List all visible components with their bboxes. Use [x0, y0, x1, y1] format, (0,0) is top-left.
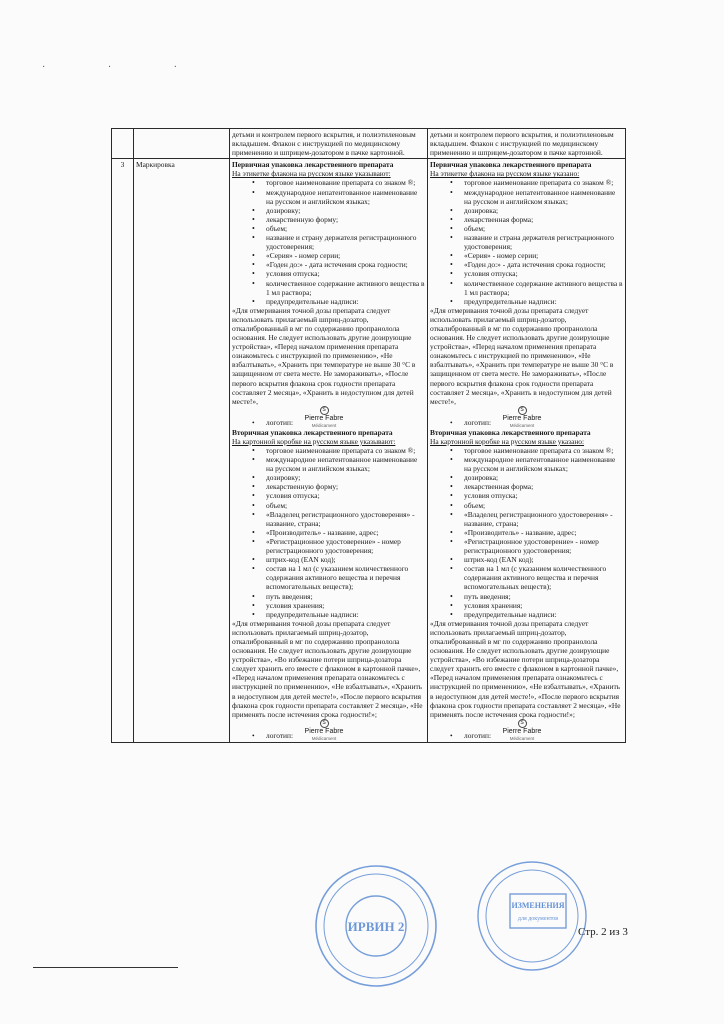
- list-item: • предупредительные надписи:: [266, 610, 425, 619]
- left-logo-row: [232, 406, 425, 428]
- logo-label: • логотип:: [266, 418, 293, 427]
- right-logo-row: [430, 406, 623, 428]
- right-cell: [428, 159, 626, 743]
- list-item: • торговое наименование препарата со знаком ®;: [464, 446, 623, 455]
- left-primary-sub: На этикетке флакона на русском языке указывают:: [232, 169, 391, 179]
- list-item: • торговое наименование препарата со знаком ®;: [266, 446, 425, 455]
- list-item: • «Годен до:» - дата истечения срока годности;: [266, 260, 425, 269]
- right-primary-list: [430, 178, 623, 305]
- list-item: • штрих-код (EAN код);: [464, 555, 623, 564]
- list-item: • условия отпуска;: [464, 269, 623, 278]
- list-item: • условия хранения;: [464, 601, 623, 610]
- left-cell: [230, 159, 428, 743]
- list-item: • условия отпуска;: [266, 491, 425, 500]
- pierre-fabre-logo: S Pierre Fabre Médicament: [304, 719, 344, 741]
- pierre-fabre-logo: S Pierre Fabre Médicament: [502, 719, 542, 741]
- list-item: • предупредительные надписи:: [464, 610, 623, 619]
- continuation-right: детьми и контролем первого вскрытия, и полиэтиленовым вкладышем. Флакон с инструкцией по медицинскому применению и шприцем-дозатором в пачке картонной.: [428, 129, 626, 159]
- list-item: • международное непатентованное наименование на русском и английском языках;: [266, 188, 425, 206]
- left-secondary-list: [232, 446, 425, 619]
- right-secondary-sub: На картонной коробке на русском языке указано:: [430, 436, 585, 446]
- right-secondary-title: Вторичная упаковка лекарственного препарата: [430, 427, 591, 437]
- footer-divider: [33, 967, 178, 968]
- logo-label: • логотип:: [266, 731, 293, 740]
- right-primary-warning: «Для отмеривания точной дозы препарата следует использовать прилагаемый шприц-дозатор, откалиброванный в мг по содержанию пропранолола основания. Не следует использовать другие дозирующие устройства», «Перед началом применения препарата ознакомьтесь с инструкцией по применению», «Не взбалтывать», «Хранить при температуре не выше 30 °С в защищенном от света месте. Не замораживать», «После первого вскрытия флакона срок годности препарата составляет 2 месяца», «Хранить в недоступном для детей месте!»,: [430, 305, 614, 406]
- list-item: • условия отпуска;: [266, 269, 425, 278]
- left-secondary-warning: «Для отмеривания точной дозы препарата следует использовать прилагаемый шприц-дозатор, откалиброванный в мг по содержанию пропранолола основания. Не следует использовать другие дозирующие устройства», «Во избежание потери шприца-дозатора следует хранить его вместе с флаконом в картонной пачке», «Перед началом применения препарата ознакомьтесь с инструкцией по применению», «Не взбалтывать», «Хранить в недоступном для детей месте!», «После первого вскрытия флакона срок годности препарата составляет 2 месяца», «Не применять после истечения срока годности!»;: [232, 618, 423, 719]
- list-item: • объем;: [464, 224, 623, 233]
- marking-row: [112, 159, 626, 743]
- row-number: 3: [112, 159, 134, 743]
- list-item: • «Владелец регистрационного удостоверения» - название, страна;: [266, 510, 425, 528]
- list-item: • объем;: [464, 501, 623, 510]
- list-item: • лекарственная форма;: [464, 482, 623, 491]
- list-item: • дозировка;: [464, 473, 623, 482]
- list-item: • путь введения;: [266, 592, 425, 601]
- list-item: • штрих-код (EAN код);: [266, 555, 425, 564]
- pierre-fabre-logo: S Pierre Fabre Médicament: [304, 406, 344, 428]
- list-item: • название и страну держателя регистрационного удостоверения;: [266, 233, 425, 251]
- right-secondary-warning: «Для отмеривания точной дозы препарата следует использовать прилагаемый шприц-дозатор, откалиброванный в мг по содержанию пропранолола основания. Не следует использовать другие дозирующие устройства», «Во избежание потери шприца-дозатора следует хранить его вместе с флаконом в картонной пачке», «Перед началом применения препарата ознакомьтесь с инструкцией по применению», «Не взбалтывать», «Хранить в недоступном для детей месте!», «После первого вскрытия флакона срок годности препарата составляет 2 месяца», «Не применять после истечения срока годности!»;: [430, 618, 621, 719]
- list-item: • объем;: [266, 501, 425, 510]
- list-item: • предупредительные надписи:: [266, 297, 425, 306]
- right-primary-title: Первичная упаковка лекарственного препарата: [430, 160, 592, 170]
- round-stamp: [312, 862, 440, 990]
- list-item: • предупредительные надписи:: [464, 297, 623, 306]
- list-item: • торговое наименование препарата со знаком ®;: [266, 178, 425, 187]
- left-primary-list: [232, 178, 425, 305]
- list-item: • количественное содержание активного вещества в 1 мл раствора;: [464, 279, 623, 297]
- left-primary-warning: «Для отмеривания точной дозы препарата следует использовать прилагаемый шприц-дозатор, откалиброванный в мг по содержанию пропранолола основания. Не следует использовать другие дозирующие устройства», «Перед началом применения препарата ознакомьтесь с инструкцией по применению», «Не взбалтывать», «Хранить при температуре не выше 30 °С в защищенном от света месте. Не замораживать», «После первого вскрытия флакона срок годности препарата составляет 2 месяца», «Хранить в недоступном для детей месте!»,: [232, 305, 416, 406]
- list-item: • лекарственную форму;: [266, 482, 425, 491]
- pierre-fabre-logo: S Pierre Fabre Médicament: [502, 406, 542, 428]
- right-secondary-list: [430, 446, 623, 619]
- list-item: • количественное содержание активного вещества в 1 мл раствора;: [266, 279, 425, 297]
- right-logo-row-2: [430, 719, 623, 741]
- list-item: • состав на 1 мл (с указанием количественного содержания активного вещества и перечня вспомогательных веществ);: [464, 564, 623, 591]
- list-item: • «Регистрационное удостоверение» - номер регистрационного удостоверения;: [464, 537, 623, 555]
- round-stamp-text: ИРВИН 2: [347, 919, 405, 934]
- list-item: • дозировка;: [464, 206, 623, 215]
- list-item: • торговое наименование препарата со знаком ®;: [464, 178, 623, 187]
- list-item: • «Регистрационное удостоверение» - номер регистрационного удостоверения;: [266, 537, 425, 555]
- list-item: • «Производитель» - название, адрес;: [266, 528, 425, 537]
- list-item: • международное непатентованное наименование на русском и английском языках;: [266, 455, 425, 473]
- rect-stamp: [470, 858, 610, 978]
- list-item: • объем;: [266, 224, 425, 233]
- list-item: • название и страна держателя регистрационного удостоверения;: [464, 233, 623, 251]
- left-secondary-sub: На картонной коробке на русском языке указывают:: [232, 436, 396, 446]
- continuation-row: [112, 129, 626, 159]
- list-item: • условия хранения;: [266, 601, 425, 610]
- specification-table: [111, 128, 626, 743]
- list-item: • «Годен до:» - дата истечения срока годности;: [464, 260, 623, 269]
- left-logo-row-2: [232, 719, 425, 741]
- continuation-left: детьми и контролем первого вскрытия, и полиэтиленовым вкладышем. Флакон с инструкцией по медицинскому применению и шприцем-дозатором в пачке картонной.: [230, 129, 428, 159]
- list-item: • состав на 1 мл (с указанием количественного содержания активного вещества и перечня вспомогательных веществ);: [266, 564, 425, 591]
- list-item: • дозировку;: [266, 206, 425, 215]
- scan-marks: · · ·: [42, 62, 207, 73]
- list-item: • «Владелец регистрационного удостоверения» - название, страна;: [464, 510, 623, 528]
- list-item: • «Производитель» - название, адрес;: [464, 528, 623, 537]
- row-section: Маркировка: [134, 159, 230, 743]
- list-item: • «Серия» - номер серии;: [266, 251, 425, 260]
- list-item: • лекарственная форма;: [464, 215, 623, 224]
- list-item: • «Серия» - номер серии;: [464, 251, 623, 260]
- rect-stamp-sub: для документов: [517, 916, 559, 922]
- list-item: • международное непатентованное наименование на русском и английском языках;: [464, 455, 623, 473]
- logo-label: • логотип:: [464, 731, 491, 740]
- list-item: • путь введения;: [464, 592, 623, 601]
- rect-stamp-title: ИЗМЕНЕНИЯ: [511, 901, 565, 910]
- list-item: • дозировку;: [266, 473, 425, 482]
- right-primary-sub: На этикетке флакона на русском языке указано:: [430, 169, 580, 179]
- list-item: • международное непатентованное наименование на русском и английском языках;: [464, 188, 623, 206]
- page-number: Стр. 2 из 3: [578, 926, 628, 938]
- left-primary-title: Первичная упаковка лекарственного препарата: [232, 160, 394, 170]
- list-item: • условия отпуска;: [464, 491, 623, 500]
- logo-label: • логотип:: [464, 418, 491, 427]
- list-item: • лекарственную форму;: [266, 215, 425, 224]
- left-secondary-title: Вторичная упаковка лекарственного препарата: [232, 427, 393, 437]
